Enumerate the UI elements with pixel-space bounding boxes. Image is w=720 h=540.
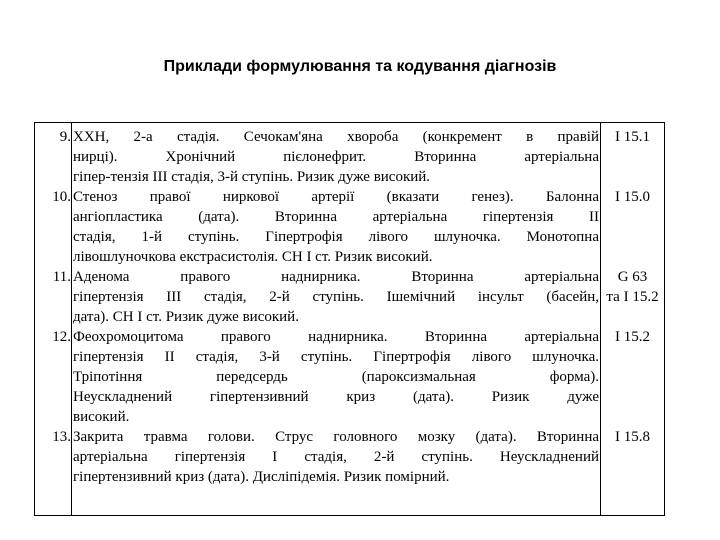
diagnosis-line: ангіопластика (дата). Вторинна артеріальна гіпертензія ІІ — [73, 209, 599, 225]
row-number: 9. — [59, 129, 71, 145]
row-number: 12. — [52, 329, 71, 345]
icd-code-line: І 15.2 — [615, 329, 650, 345]
diagnosis-table — [34, 122, 665, 516]
diagnosis-line: високий. — [73, 409, 130, 425]
diagnosis-line: гіпертензивний криз (дата). Дисліпідемія. Ризик помірний. — [73, 469, 450, 485]
diagnosis-line: нирці). Хронічний пієлонефрит. Вторинна артеріальна — [73, 149, 599, 165]
diagnosis-line: Закрита травма голови. Струс головного мозку (дата). Вторинна — [73, 429, 599, 445]
diagnosis-line: гіпертензія ІІ стадія, 3-й ступінь. Гіпертрофія лівого шлуночка. — [73, 349, 599, 365]
icd-code — [601, 187, 664, 207]
diagnosis-text — [73, 187, 599, 267]
diagnosis-line: артеріальна гіпертензія І стадія, 2-й ступінь. Неускладнений — [73, 449, 599, 465]
diagnosis-line: дата). СН І ст. Ризик дуже високий. — [73, 309, 299, 325]
diagnosis-line: Тріпотіння передсердь (пароксизмальная форма). — [73, 369, 599, 385]
diagnosis-line: стадія, 1-й ступінь. Гіпертрофія лівого шлуночка. Монотопна — [73, 229, 599, 245]
diagnosis-line: Стеноз правої ниркової артерії (вказати генез). Балонна — [73, 189, 599, 205]
column-divider-code — [600, 123, 601, 515]
row-number: 10. — [52, 189, 71, 205]
icd-code-line: І 15.8 — [615, 429, 650, 445]
diagnosis-text — [73, 127, 599, 187]
row-number: 11. — [52, 269, 71, 285]
icd-code — [601, 427, 664, 447]
icd-code-line: І 15.1 — [615, 129, 650, 145]
icd-code-line: та І 15.2 — [606, 289, 659, 305]
icd-code-line: І 15.0 — [615, 189, 650, 205]
diagnosis-line: гіпер-тензія ІІІ стадія, 3-й ступінь. Ризик дуже високий. — [73, 169, 431, 185]
diagnosis-line: Феохромоцитома правого наднирника. Вторинна артеріальна — [73, 329, 599, 345]
diagnosis-text — [73, 427, 599, 487]
icd-code — [601, 127, 664, 147]
row-number: 13. — [52, 429, 71, 445]
icd-code-line: G 63 — [617, 269, 648, 285]
column-divider-number — [71, 123, 72, 515]
diagnosis-text — [73, 267, 599, 327]
icd-code — [601, 327, 664, 347]
diagnosis-line: ХХН, 2-а стадія. Сечокам'яна хвороба (конкремент в правій — [73, 129, 599, 145]
diagnosis-line: Аденома правого наднирника. Вторинна артеріальна — [73, 269, 599, 285]
diagnosis-text — [73, 327, 599, 427]
diagnosis-line: Неускладнений гіпертензивний криз (дата). Ризик дуже — [73, 389, 599, 405]
diagnosis-line: лівошлуночкова екстрасистолія. СН І ст. Ризик високий. — [73, 249, 433, 265]
diagnosis-line: гіпертензія ІІІ стадія, 2-й ступінь. Ішемічний інсульт (басейн, — [73, 289, 599, 305]
icd-code — [601, 267, 664, 307]
page-title: Приклади формулювання та кодування діагнозів — [163, 58, 557, 75]
